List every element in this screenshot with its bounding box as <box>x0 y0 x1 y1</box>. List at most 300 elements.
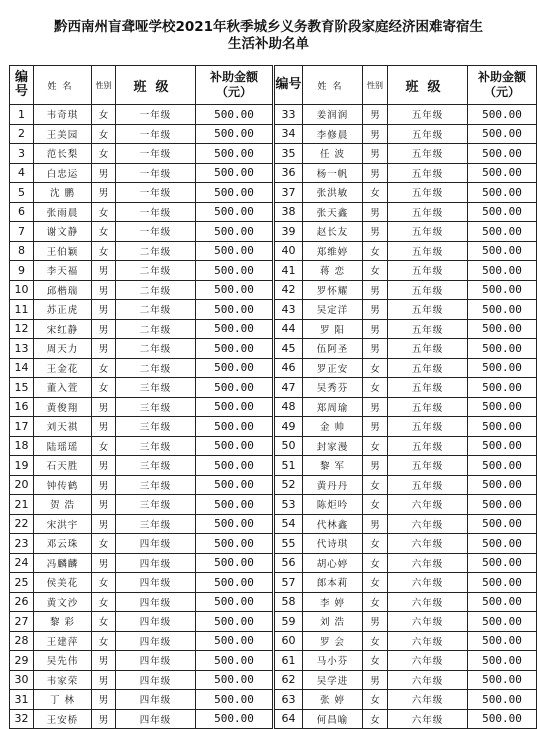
cell-sex: 男 <box>92 261 116 281</box>
cell-number: 5 <box>10 183 34 203</box>
cell-name: 黄俊翔 <box>34 397 92 417</box>
cell-sex: 男 <box>92 339 116 359</box>
cell-class: 三年级 <box>116 378 196 398</box>
cell-sex: 男 <box>363 280 388 300</box>
header-class: 班级 <box>116 66 196 105</box>
cell-name: 李 婷 <box>303 592 363 612</box>
table-row <box>275 222 537 242</box>
cell-name: 丁 林 <box>34 690 92 710</box>
cell-number: 32 <box>10 709 34 729</box>
cell-class: 三年级 <box>116 397 196 417</box>
cell-number: 53 <box>275 495 303 515</box>
cell-sex: 男 <box>363 612 388 632</box>
table-row <box>10 261 273 281</box>
cell-name: 范长梨 <box>34 144 92 164</box>
cell-class: 二年级 <box>116 241 196 261</box>
cell-class: 六年级 <box>388 690 468 710</box>
table-row <box>10 534 273 554</box>
cell-amount: 500.00 <box>196 495 273 515</box>
header-name: 姓名 <box>34 66 92 105</box>
cell-sex: 女 <box>92 612 116 632</box>
cell-amount: 500.00 <box>468 553 537 573</box>
cell-class: 一年级 <box>116 124 196 144</box>
cell-number: 10 <box>10 280 34 300</box>
cell-sex: 女 <box>363 358 388 378</box>
cell-sex: 男 <box>92 163 116 183</box>
cell-name: 邱楷瑞 <box>34 280 92 300</box>
cell-class: 五年级 <box>388 378 468 398</box>
cell-sex: 女 <box>363 573 388 593</box>
cell-sex: 女 <box>363 475 388 495</box>
cell-number: 60 <box>275 631 303 651</box>
cell-name: 苏正虎 <box>34 300 92 320</box>
cell-amount: 500.00 <box>468 651 537 671</box>
table-row <box>10 456 273 476</box>
cell-class: 三年级 <box>116 417 196 437</box>
cell-number: 20 <box>10 475 34 495</box>
cell-class: 一年级 <box>116 222 196 242</box>
cell-sex: 男 <box>363 397 388 417</box>
cell-class: 四年级 <box>116 534 196 554</box>
cell-amount: 500.00 <box>196 144 273 164</box>
cell-name: 吴学进 <box>303 670 363 690</box>
cell-name: 谢文静 <box>34 222 92 242</box>
cell-amount: 500.00 <box>468 456 537 476</box>
cell-class: 四年级 <box>116 592 196 612</box>
cell-amount: 500.00 <box>468 690 537 710</box>
cell-amount: 500.00 <box>468 163 537 183</box>
table-row <box>275 124 537 144</box>
cell-name: 郑周瑜 <box>303 397 363 417</box>
cell-number: 6 <box>10 202 34 222</box>
cell-class: 六年级 <box>388 553 468 573</box>
cell-class: 六年级 <box>388 592 468 612</box>
cell-number: 19 <box>10 456 34 476</box>
cell-class: 二年级 <box>116 280 196 300</box>
cell-class: 五年级 <box>388 105 468 125</box>
table-row <box>10 124 273 144</box>
table-row <box>10 105 273 125</box>
table-row <box>275 202 537 222</box>
table-row <box>275 241 537 261</box>
cell-amount: 500.00 <box>196 280 273 300</box>
cell-class: 一年级 <box>116 202 196 222</box>
cell-name: 侯美花 <box>34 573 92 593</box>
cell-number: 36 <box>275 163 303 183</box>
table-row <box>10 475 273 495</box>
cell-class: 六年级 <box>388 534 468 554</box>
cell-number: 34 <box>275 124 303 144</box>
table-row <box>10 300 273 320</box>
table-row <box>275 144 537 164</box>
cell-amount: 500.00 <box>196 378 273 398</box>
cell-amount: 500.00 <box>196 612 273 632</box>
table-row <box>10 592 273 612</box>
cell-class: 六年级 <box>388 495 468 515</box>
cell-sex: 女 <box>363 534 388 554</box>
cell-sex: 男 <box>363 456 388 476</box>
header-number: 编号 <box>275 66 303 105</box>
cell-sex: 男 <box>363 163 388 183</box>
cell-sex: 男 <box>363 222 388 242</box>
cell-class: 五年级 <box>388 261 468 281</box>
cell-name: 吴定洋 <box>303 300 363 320</box>
cell-number: 41 <box>275 261 303 281</box>
cell-sex: 男 <box>92 514 116 534</box>
cell-amount: 500.00 <box>196 709 273 729</box>
cell-sex: 男 <box>92 397 116 417</box>
cell-sex: 男 <box>92 183 116 203</box>
cell-name: 代林鑫 <box>303 514 363 534</box>
cell-number: 30 <box>10 670 34 690</box>
cell-name: 陆瑶瑶 <box>34 436 92 456</box>
cell-number: 1 <box>10 105 34 125</box>
cell-number: 37 <box>275 183 303 203</box>
cell-name: 王美园 <box>34 124 92 144</box>
cell-class: 五年级 <box>388 436 468 456</box>
cell-number: 7 <box>10 222 34 242</box>
cell-class: 六年级 <box>388 573 468 593</box>
cell-number: 43 <box>275 300 303 320</box>
cell-class: 六年级 <box>388 612 468 632</box>
cell-amount: 500.00 <box>196 124 273 144</box>
cell-number: 64 <box>275 709 303 729</box>
cell-sex: 男 <box>363 319 388 339</box>
table-row <box>10 339 273 359</box>
cell-class: 五年级 <box>388 163 468 183</box>
cell-class: 五年级 <box>388 202 468 222</box>
cell-number: 63 <box>275 690 303 710</box>
cell-name: 赵长友 <box>303 222 363 242</box>
cell-name: 陈炬吟 <box>303 495 363 515</box>
cell-number: 16 <box>10 397 34 417</box>
table-row <box>275 183 537 203</box>
cell-number: 59 <box>275 612 303 632</box>
cell-class: 六年级 <box>388 670 468 690</box>
cell-amount: 500.00 <box>196 358 273 378</box>
cell-name: 白忠运 <box>34 163 92 183</box>
cell-number: 4 <box>10 163 34 183</box>
cell-number: 50 <box>275 436 303 456</box>
cell-number: 52 <box>275 475 303 495</box>
cell-class: 四年级 <box>116 631 196 651</box>
cell-name: 王安桥 <box>34 709 92 729</box>
cell-class: 二年级 <box>116 319 196 339</box>
cell-sex: 女 <box>363 378 388 398</box>
cell-amount: 500.00 <box>468 241 537 261</box>
cell-amount: 500.00 <box>468 436 537 456</box>
cell-amount: 500.00 <box>468 222 537 242</box>
cell-sex: 男 <box>92 475 116 495</box>
cell-class: 五年级 <box>388 417 468 437</box>
cell-class: 一年级 <box>116 163 196 183</box>
cell-class: 五年级 <box>388 456 468 476</box>
cell-sex: 女 <box>92 534 116 554</box>
cell-amount: 500.00 <box>196 573 273 593</box>
cell-amount: 500.00 <box>468 670 537 690</box>
cell-sex: 男 <box>92 319 116 339</box>
cell-name: 冯麟麟 <box>34 553 92 573</box>
cell-number: 2 <box>10 124 34 144</box>
cell-number: 14 <box>10 358 34 378</box>
cell-amount: 500.00 <box>196 202 273 222</box>
table-row <box>10 280 273 300</box>
header-sex: 性别 <box>363 66 388 105</box>
cell-name: 姜润润 <box>303 105 363 125</box>
table-row <box>275 358 537 378</box>
cell-name: 刘天祺 <box>34 417 92 437</box>
table-row <box>275 553 537 573</box>
cell-class: 五年级 <box>388 222 468 242</box>
cell-class: 一年级 <box>116 105 196 125</box>
cell-number: 24 <box>10 553 34 573</box>
cell-class: 五年级 <box>388 475 468 495</box>
cell-sex: 男 <box>92 553 116 573</box>
cell-number: 8 <box>10 241 34 261</box>
table-row <box>275 495 537 515</box>
table-row <box>275 280 537 300</box>
cell-number: 55 <box>275 534 303 554</box>
table-row <box>275 456 537 476</box>
table-row <box>10 222 273 242</box>
table-row <box>10 144 273 164</box>
cell-sex: 女 <box>363 709 388 729</box>
cell-amount: 500.00 <box>196 261 273 281</box>
cell-amount: 500.00 <box>468 495 537 515</box>
cell-class: 五年级 <box>388 319 468 339</box>
subsidy-table-left <box>9 65 273 729</box>
cell-sex: 女 <box>363 241 388 261</box>
cell-amount: 500.00 <box>196 670 273 690</box>
cell-name: 王金花 <box>34 358 92 378</box>
table-row <box>10 183 273 203</box>
cell-sex: 女 <box>92 378 116 398</box>
cell-sex: 女 <box>92 358 116 378</box>
cell-amount: 500.00 <box>196 553 273 573</box>
table-row <box>275 163 537 183</box>
cell-sex: 男 <box>363 417 388 437</box>
cell-class: 五年级 <box>388 280 468 300</box>
cell-number: 15 <box>10 378 34 398</box>
cell-class: 六年级 <box>388 651 468 671</box>
cell-number: 11 <box>10 300 34 320</box>
cell-sex: 女 <box>92 436 116 456</box>
cell-amount: 500.00 <box>196 241 273 261</box>
cell-sex: 女 <box>363 436 388 456</box>
cell-amount: 500.00 <box>468 514 537 534</box>
cell-number: 12 <box>10 319 34 339</box>
cell-number: 25 <box>10 573 34 593</box>
cell-class: 二年级 <box>116 261 196 281</box>
table-header-row <box>10 66 273 105</box>
cell-sex: 女 <box>363 261 388 281</box>
cell-amount: 500.00 <box>196 514 273 534</box>
cell-class: 五年级 <box>388 241 468 261</box>
cell-sex: 女 <box>92 202 116 222</box>
cell-sex: 男 <box>92 417 116 437</box>
cell-class: 三年级 <box>116 495 196 515</box>
cell-number: 31 <box>10 690 34 710</box>
cell-number: 29 <box>10 651 34 671</box>
cell-class: 四年级 <box>116 573 196 593</box>
cell-name: 李天福 <box>34 261 92 281</box>
cell-number: 17 <box>10 417 34 437</box>
cell-class: 三年级 <box>116 436 196 456</box>
cell-sex: 男 <box>363 339 388 359</box>
cell-name: 宋洪宇 <box>34 514 92 534</box>
cell-amount: 500.00 <box>468 397 537 417</box>
cell-amount: 500.00 <box>196 397 273 417</box>
cell-sex: 女 <box>363 631 388 651</box>
table-row <box>10 690 273 710</box>
cell-amount: 500.00 <box>196 690 273 710</box>
cell-amount: 500.00 <box>468 631 537 651</box>
table-row <box>275 417 537 437</box>
table-row <box>275 261 537 281</box>
cell-name: 罗 阳 <box>303 319 363 339</box>
cell-number: 13 <box>10 339 34 359</box>
cell-number: 54 <box>275 514 303 534</box>
cell-name: 吴秀芬 <box>303 378 363 398</box>
table-row <box>10 573 273 593</box>
table-row <box>10 241 273 261</box>
cell-number: 49 <box>275 417 303 437</box>
cell-amount: 500.00 <box>468 319 537 339</box>
cell-amount: 500.00 <box>468 300 537 320</box>
cell-class: 三年级 <box>116 475 196 495</box>
cell-name: 贺 浩 <box>34 495 92 515</box>
table-row <box>10 202 273 222</box>
cell-name: 任 波 <box>303 144 363 164</box>
table-row <box>10 612 273 632</box>
table-row <box>275 651 537 671</box>
cell-number: 57 <box>275 573 303 593</box>
cell-name: 董入萱 <box>34 378 92 398</box>
cell-name: 黄丹丹 <box>303 475 363 495</box>
table-row <box>10 319 273 339</box>
cell-amount: 500.00 <box>468 144 537 164</box>
table-row <box>10 358 273 378</box>
cell-name: 韦家荣 <box>34 670 92 690</box>
cell-class: 五年级 <box>388 358 468 378</box>
table-row <box>275 319 537 339</box>
table-header-row <box>275 66 537 105</box>
cell-class: 四年级 <box>116 709 196 729</box>
table-row <box>275 300 537 320</box>
cell-name: 李修晨 <box>303 124 363 144</box>
cell-amount: 500.00 <box>468 417 537 437</box>
cell-amount: 500.00 <box>468 280 537 300</box>
cell-name: 沈 鹏 <box>34 183 92 203</box>
cell-number: 44 <box>275 319 303 339</box>
table-row <box>275 378 537 398</box>
cell-name: 张 婷 <box>303 690 363 710</box>
table-row <box>275 573 537 593</box>
cell-amount: 500.00 <box>196 183 273 203</box>
cell-number: 35 <box>275 144 303 164</box>
cell-class: 六年级 <box>388 631 468 651</box>
cell-sex: 女 <box>92 573 116 593</box>
cell-sex: 男 <box>92 300 116 320</box>
cell-class: 五年级 <box>388 339 468 359</box>
cell-name: 罗 会 <box>303 631 363 651</box>
cell-class: 四年级 <box>116 651 196 671</box>
cell-amount: 500.00 <box>468 378 537 398</box>
header-class: 班级 <box>388 66 468 105</box>
table-row <box>275 592 537 612</box>
cell-sex: 男 <box>363 105 388 125</box>
cell-sex: 女 <box>92 144 116 164</box>
cell-name: 黎 军 <box>303 456 363 476</box>
cell-name: 黄文沙 <box>34 592 92 612</box>
cell-sex: 女 <box>363 592 388 612</box>
cell-class: 二年级 <box>116 339 196 359</box>
cell-amount: 500.00 <box>468 592 537 612</box>
table-row <box>10 436 273 456</box>
cell-number: 48 <box>275 397 303 417</box>
cell-amount: 500.00 <box>196 319 273 339</box>
table-row <box>10 670 273 690</box>
cell-amount: 500.00 <box>196 163 273 183</box>
cell-sex: 男 <box>363 124 388 144</box>
cell-amount: 500.00 <box>196 475 273 495</box>
cell-amount: 500.00 <box>468 534 537 554</box>
cell-number: 46 <box>275 358 303 378</box>
table-row <box>10 709 273 729</box>
cell-name: 罗怀耀 <box>303 280 363 300</box>
table-row <box>275 339 537 359</box>
cell-class: 四年级 <box>116 690 196 710</box>
cell-number: 56 <box>275 553 303 573</box>
cell-number: 26 <box>10 592 34 612</box>
cell-number: 42 <box>275 280 303 300</box>
cell-sex: 女 <box>92 105 116 125</box>
cell-class: 一年级 <box>116 144 196 164</box>
cell-class: 三年级 <box>116 514 196 534</box>
cell-amount: 500.00 <box>196 651 273 671</box>
cell-sex: 女 <box>363 553 388 573</box>
cell-sex: 女 <box>92 592 116 612</box>
header-amount: 补助金额（元） <box>468 66 537 105</box>
cell-sex: 男 <box>363 670 388 690</box>
cell-number: 18 <box>10 436 34 456</box>
cell-amount: 500.00 <box>468 105 537 125</box>
table-row <box>275 105 537 125</box>
cell-amount: 500.00 <box>196 436 273 456</box>
header-sex: 性别 <box>92 66 116 105</box>
cell-sex: 男 <box>92 651 116 671</box>
cell-number: 39 <box>275 222 303 242</box>
cell-class: 四年级 <box>116 612 196 632</box>
cell-amount: 500.00 <box>468 124 537 144</box>
table-row <box>275 397 537 417</box>
cell-number: 3 <box>10 144 34 164</box>
cell-sex: 女 <box>363 183 388 203</box>
cell-number: 33 <box>275 105 303 125</box>
cell-name: 伍阿圣 <box>303 339 363 359</box>
table-row <box>10 417 273 437</box>
cell-sex: 女 <box>92 631 116 651</box>
cell-number: 21 <box>10 495 34 515</box>
cell-name: 张洪敏 <box>303 183 363 203</box>
cell-name: 张天鑫 <box>303 202 363 222</box>
cell-class: 五年级 <box>388 183 468 203</box>
document-title-line-2: 生活补助名单 <box>228 36 309 52</box>
table-row <box>275 514 537 534</box>
table-row <box>10 495 273 515</box>
cell-name: 吴先伟 <box>34 651 92 671</box>
cell-class: 五年级 <box>388 124 468 144</box>
